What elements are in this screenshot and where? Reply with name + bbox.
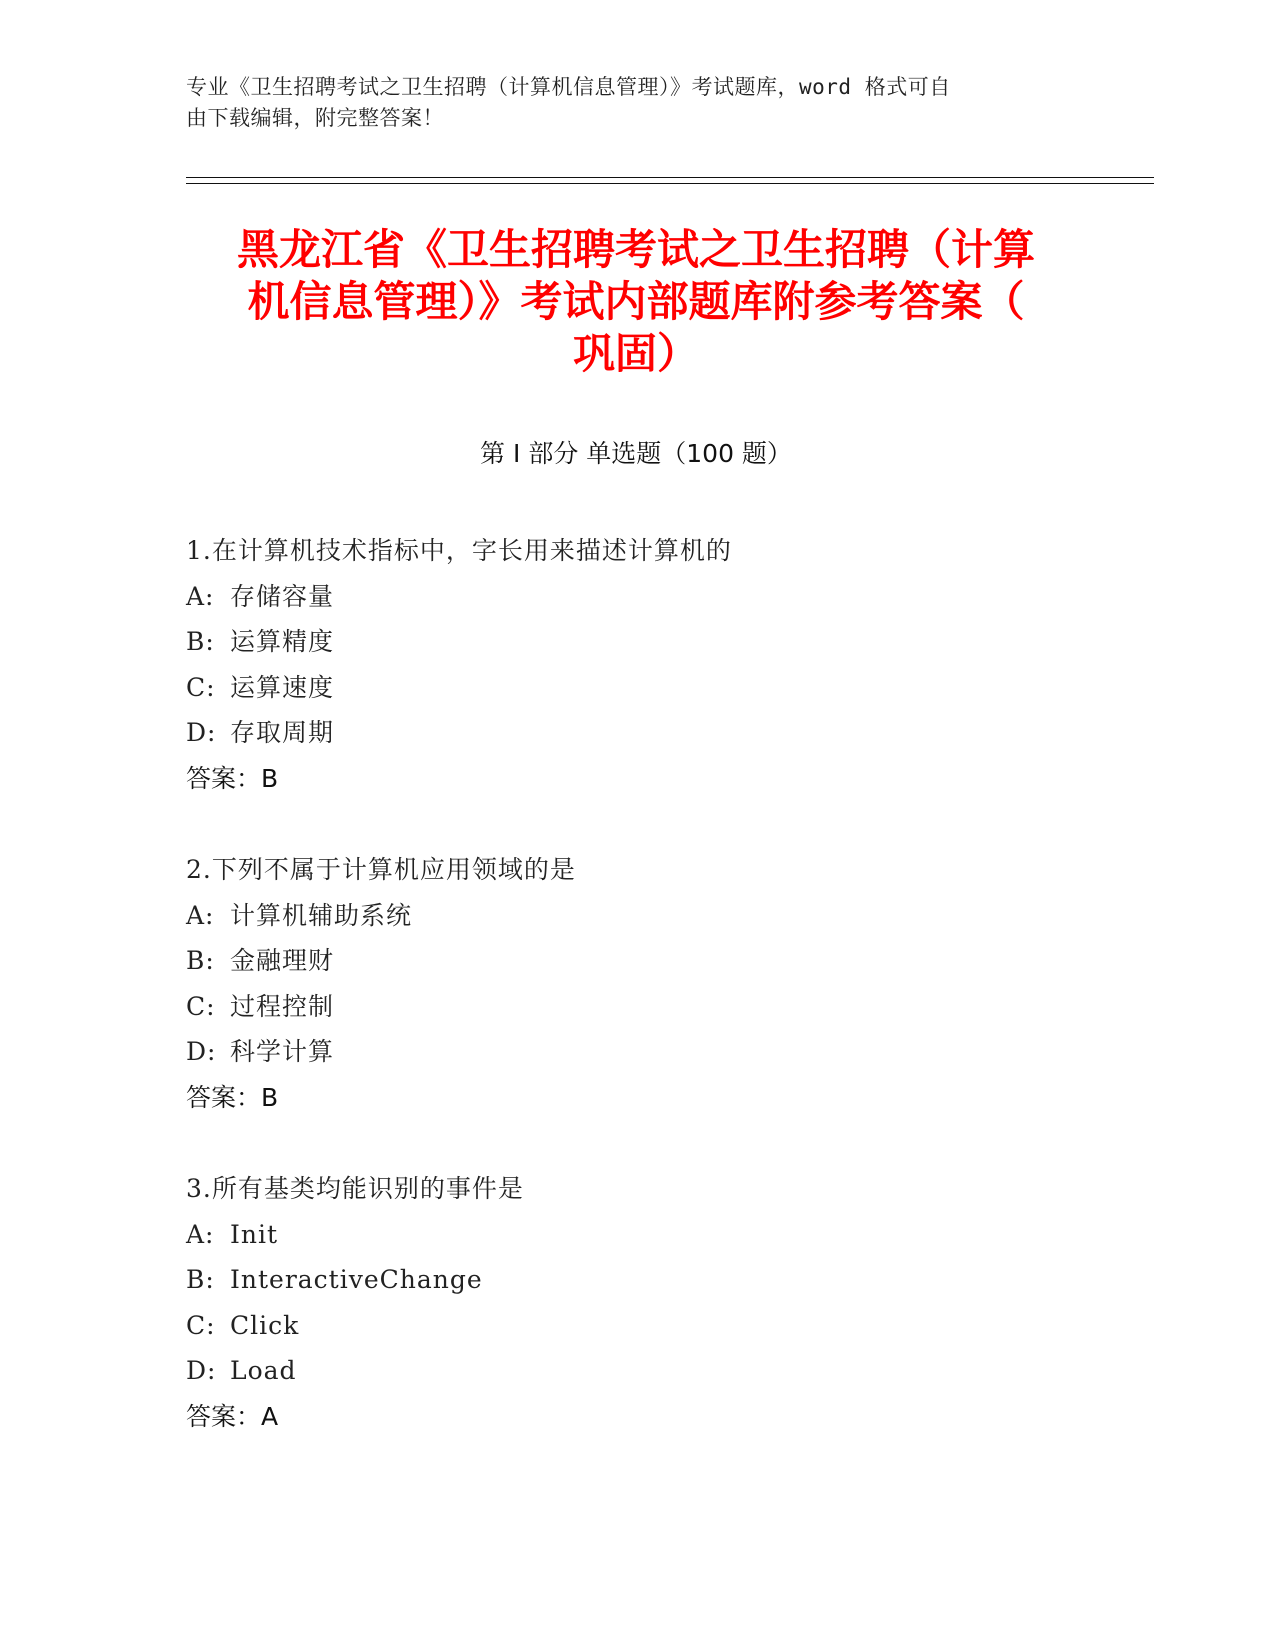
option-letter: D:	[186, 718, 217, 747]
title-line-3: 巩固）	[572, 329, 699, 378]
option-letter: C:	[186, 991, 216, 1021]
option-text: Click	[230, 1310, 300, 1340]
question-stem: 3.所有基类均能识别的事件是	[186, 1174, 524, 1203]
option-letter: C:	[186, 1310, 216, 1340]
option-text: 运算速度	[230, 672, 335, 702]
option-text: 过程控制	[230, 991, 335, 1021]
title-line-1: 黑龙江省《卫生招聘考试之卫生招聘（计算	[236, 225, 1035, 274]
answer-line: 答案：B	[186, 763, 279, 793]
header-divider-top	[186, 177, 1154, 178]
header-note-line-1: 专业《卫生招聘考试之卫生招聘（计算机信息管理）》考试题库，word 格式可自	[186, 75, 951, 99]
option-letter: C:	[186, 672, 216, 702]
answer-line: 答案：B	[186, 1082, 279, 1112]
option-text: Init	[230, 1219, 279, 1249]
option-text: 存储容量	[230, 581, 335, 611]
option-c	[186, 984, 1086, 1030]
question-item	[186, 528, 1086, 801]
option-b	[186, 1257, 1086, 1303]
option-letter: B:	[186, 1265, 215, 1294]
option-letter: D:	[186, 1356, 217, 1385]
option-c	[186, 665, 1086, 711]
option-text: 运算精度	[230, 627, 335, 656]
title-line-2: 机信息管理）》考试内部题库附参考答案（	[247, 277, 1025, 326]
document-title	[186, 224, 1086, 380]
option-text: 金融理财	[230, 946, 335, 975]
option-letter: A:	[186, 900, 215, 930]
option-a	[186, 893, 1086, 939]
document-header-note	[186, 72, 1066, 134]
option-d	[186, 1029, 1086, 1075]
option-text: InteractiveChange	[230, 1265, 483, 1294]
option-text: 计算机辅助系统	[230, 900, 413, 930]
question-list	[186, 528, 1086, 1485]
option-text: 存取周期	[230, 718, 335, 747]
question-item	[186, 1166, 1086, 1439]
question-stem: 2.下列不属于计算机应用领域的是	[186, 855, 576, 884]
option-a	[186, 574, 1086, 620]
option-letter: B:	[186, 946, 215, 975]
option-a	[186, 1212, 1086, 1258]
header-note-line-2: 由下载编辑，附完整答案！	[186, 106, 444, 130]
option-b	[186, 619, 1086, 665]
option-letter: A:	[186, 1219, 215, 1249]
header-divider-bottom	[186, 183, 1154, 184]
option-letter: D:	[186, 1037, 217, 1066]
option-text: 科学计算	[230, 1037, 335, 1066]
question-item	[186, 847, 1086, 1120]
option-letter: B:	[186, 627, 215, 656]
option-d	[186, 1348, 1086, 1394]
option-letter: A:	[186, 581, 215, 611]
option-c	[186, 1303, 1086, 1349]
option-text: Load	[230, 1356, 297, 1385]
question-stem: 1.在计算机技术指标中，字长用来描述计算机的	[186, 536, 732, 565]
section-heading: 第 I 部分 单选题（100 题）	[480, 439, 792, 468]
option-d	[186, 710, 1086, 756]
answer-line: 答案：A	[186, 1401, 279, 1431]
option-b	[186, 938, 1086, 984]
